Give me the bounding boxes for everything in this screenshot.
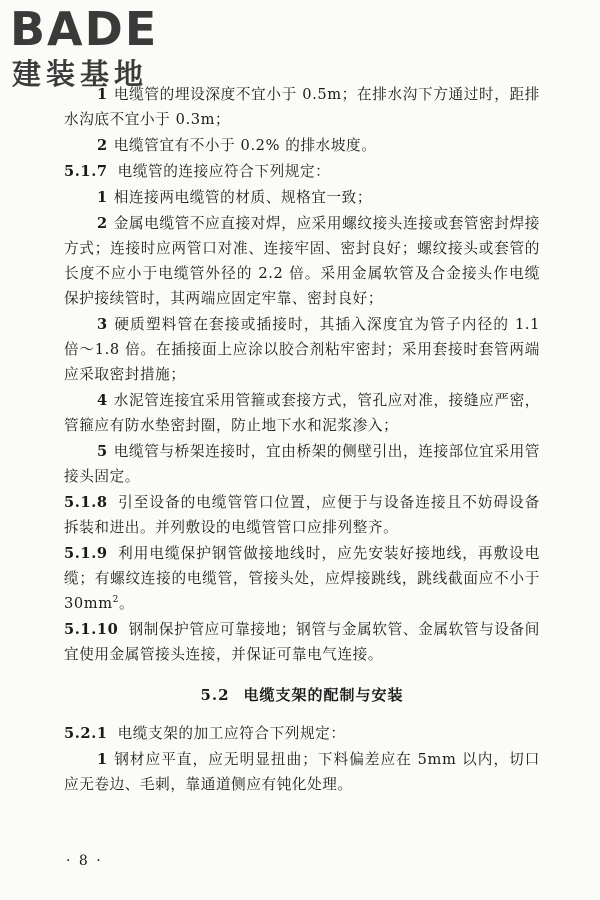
item-2-metal-pipe-joint: 2 金属电缆管不应直接对焊，应采用螺纹接头连接或套管密封焊接方式；连接时应两管口对准、连接牢固、密封良好；螺纹接头或套管的长度不应小于电缆管外径的 2.2 倍。采用金属软管及合金接头作电缆保护接续管时，其两端应固定牢靠、密封良好； (64, 215, 540, 307)
item-2-drain-slope: 2 电缆管宜有不小于 0.2% 的排水坡度。 (97, 137, 377, 154)
clause-5-1-10: 5.1.10 钢制保护管应可靠接地；钢管与金属软管、金属软管与设备间宜使用金属管接头连接，并保证可靠电气连接。 (64, 621, 540, 663)
logo-wordmark: BADE (10, 2, 159, 56)
section-heading-5-2: 5.2 电缆支架的配制与安装 (200, 686, 404, 704)
item-3-plastic-pipe-joint: 3 硬质塑料管在套接或插接时，其插入深度宜为管子内径的 1.1 倍～1.8 倍。在插接面上应涂以胶合剂粘牢密封；采用套接时套管两端应采取密封措施； (64, 316, 540, 383)
clause-5-1-8: 5.1.8 引至设备的电缆管管口位置，应便于与设备连接且不妨碍设备拆装和进出。并列敷设的电缆管管口应排列整齐。 (64, 494, 540, 536)
item-5-tray-connection: 5 电缆管与桥架连接时，宜由桥架的侧壁引出，连接部位宜采用管接头固定。 (64, 443, 540, 485)
item-1-material-match: 1 相连接两电缆管的材质、规格宜一致； (97, 189, 373, 206)
clause-5-2-1: 5.2.1 电缆支架的加工应符合下列规定： (64, 725, 346, 742)
item-1-burial-depth: 1 电缆管的埋设深度不宜小于 0.5m；在排水沟下方通过时，距排水沟底不宜小于 0.3m； (64, 86, 540, 128)
clause-5-1-9: 5.1.9 利用电缆保护钢管做接地线时，应先安装好接地线，再敷设电缆；有螺纹连接的电缆管，管接头处，应焊接跳线，跳线截面应不小于 $30mm^2$。 (64, 545, 540, 612)
clause-5-1-7: 5.1.7 电缆管的连接应符合下列规定： (64, 163, 331, 180)
page-number: · 8 · (66, 853, 103, 869)
item-1-steel-straight: 1 钢材应平直，应无明显扭曲；下料偏差应在 5mm 以内，切口应无卷边、毛刺，靠通道侧应有钝化处理。 (64, 751, 540, 793)
document-body (64, 82, 540, 798)
bade-logo (10, 4, 180, 94)
item-4-cement-pipe-joint: 4 水泥管连接宜采用管箍或套接方式，管孔应对准，接缝应严密，管箍应有防水垫密封圈，防止地下水和泥浆渗入； (64, 392, 540, 434)
logo-subtitle: 建装基地 (12, 57, 149, 91)
